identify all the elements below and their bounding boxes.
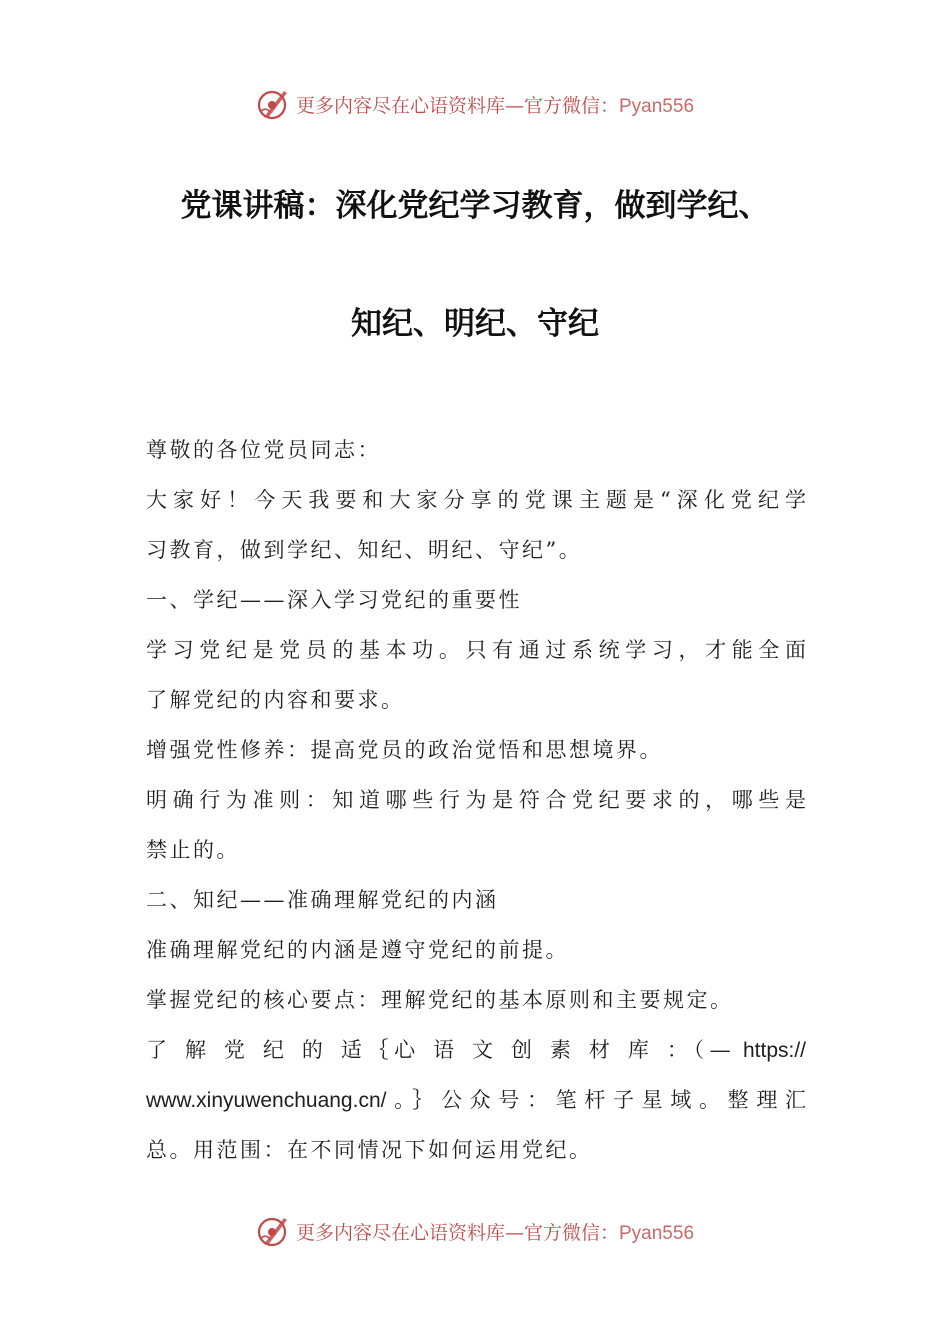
document-body xyxy=(146,425,806,1175)
section-heading-1: 一、学纪——深入学习党纪的重要性 xyxy=(146,588,522,612)
body-line: 了解党纪的内容和要求。 xyxy=(146,688,405,712)
document-title-line-2: 知纪、明纪、守纪 xyxy=(351,306,599,342)
body-line: 掌握党纪的核心要点：理解党纪的基本原则和主要规定。 xyxy=(146,988,734,1012)
quill-logo-icon xyxy=(256,87,290,121)
quill-logo-icon xyxy=(256,1214,290,1248)
watermark-text: 更多内容尽在心语资料库—官方微信：Pyan556 xyxy=(295,94,695,117)
wechat-id: Pyan556 xyxy=(619,1222,695,1244)
body-line: 增强党性修养：提高党员的政治觉悟和思想境界。 xyxy=(146,738,663,762)
url-part-1: https:// xyxy=(742,1039,806,1062)
body-line: 习教育，做到学纪、知纪、明纪、守纪”。 xyxy=(146,538,583,562)
header-watermark xyxy=(0,84,950,124)
wechat-id: Pyan556 xyxy=(619,95,695,117)
body-line: 准确理解党纪的内涵是遵守党纪的前提。 xyxy=(146,938,569,962)
footer-watermark xyxy=(0,1211,950,1251)
watermark-text: 更多内容尽在心语资料库—官方微信：Pyan556 xyxy=(295,1221,695,1244)
body-line-with-url: 了 解 党 纪 的 适｛心 语 文 创 素 材 库 ：（— https:// xyxy=(146,1038,806,1062)
document-title-line-1: 党课讲稿：深化党纪学习教育，做到学纪、 xyxy=(180,188,770,224)
url-part-2: www.xinyuwenchuang.cn/ xyxy=(146,1089,387,1112)
salutation: 尊敬的各位党员同志： xyxy=(146,438,381,462)
body-line: 明确行为准则：知道哪些行为是符合党纪要求的，哪些是 xyxy=(146,788,806,812)
body-line: 大家好！今天我要和大家分享的党课主题是“深化党纪学 xyxy=(146,488,806,512)
body-line: 总。用范围：在不同情况下如何运用党纪。 xyxy=(146,1138,593,1162)
section-heading-2: 二、知纪——准确理解党纪的内涵 xyxy=(146,888,499,912)
body-line: 禁止的。 xyxy=(146,838,240,862)
body-line-with-url: www.xinyuwenchuang.cn/。｝公众号：笔杆子星域。整理汇 xyxy=(146,1088,806,1112)
body-line: 学习党纪是党员的基本功。只有通过系统学习，才能全面 xyxy=(146,638,806,662)
